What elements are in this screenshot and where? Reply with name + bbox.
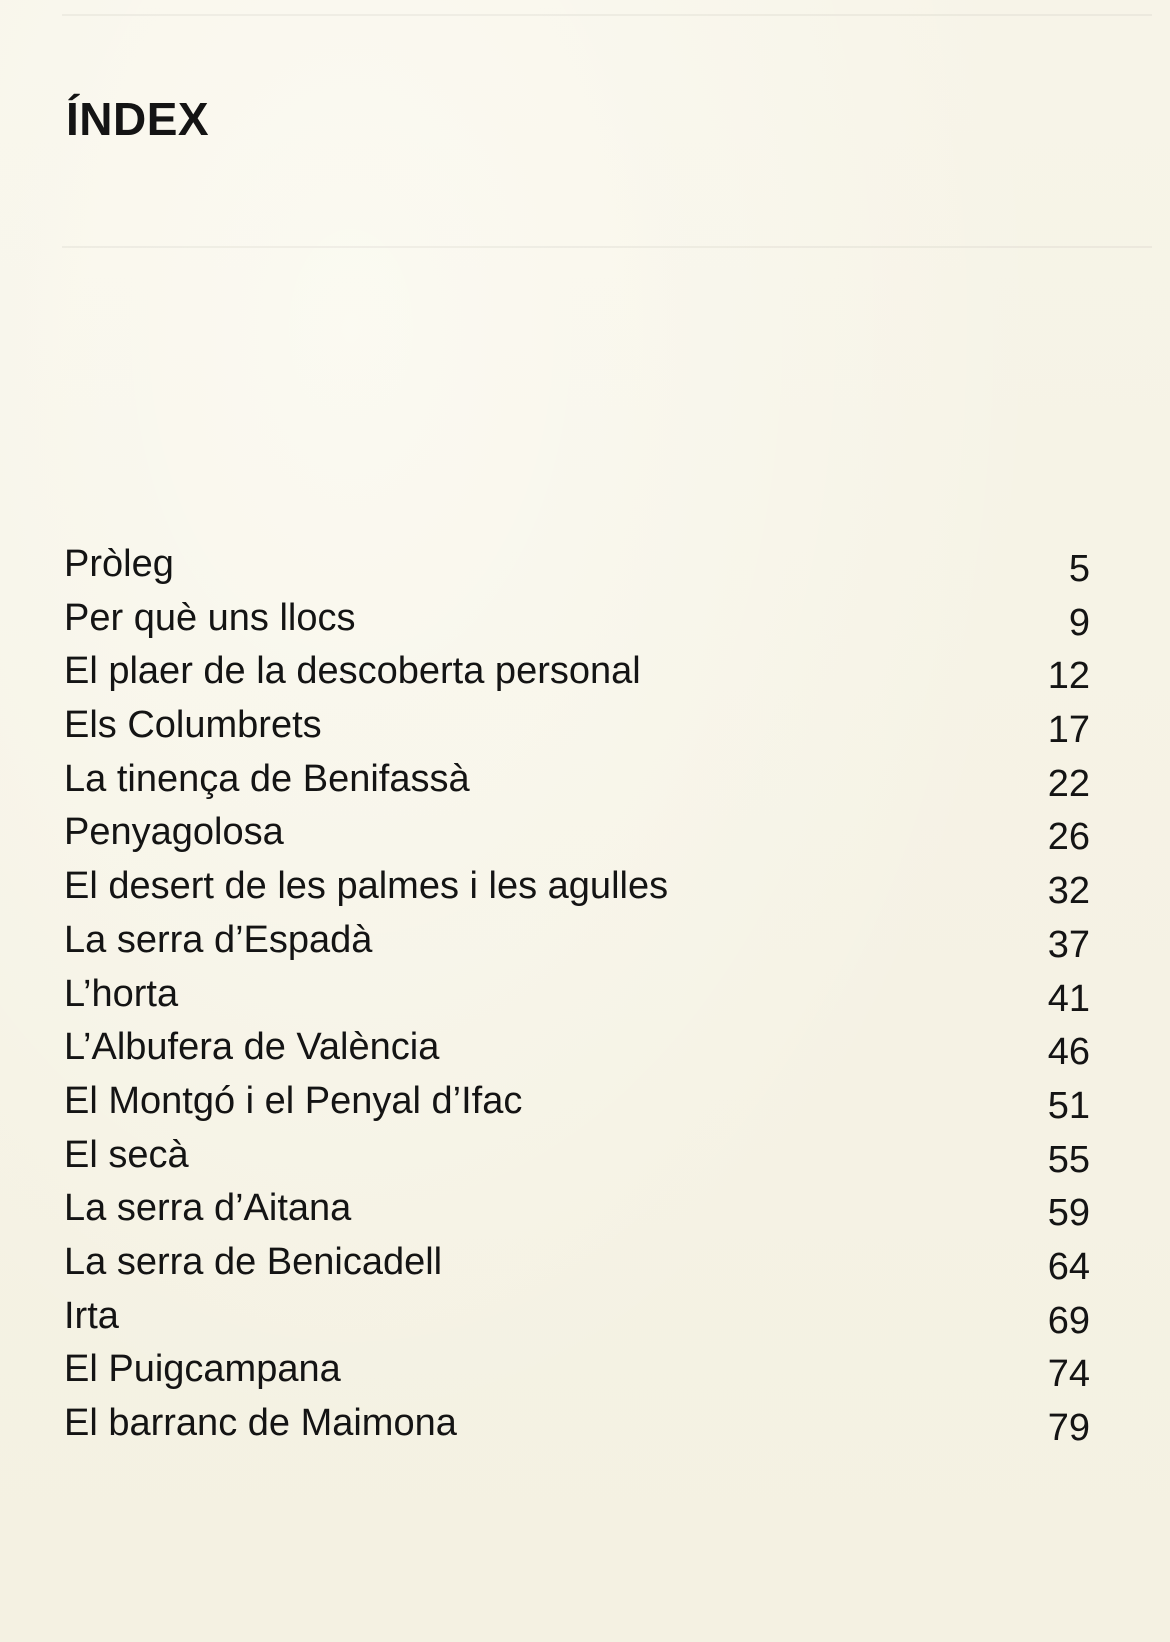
- toc-entry-title: La serra de Benicadell: [64, 1240, 443, 1283]
- toc-entry: [64, 1028, 1090, 1082]
- toc-entry-title: El barranc de Maimona: [64, 1402, 457, 1444]
- index-heading: ÍNDEX: [66, 93, 210, 145]
- toc-entry-title: El secà: [64, 1133, 189, 1176]
- toc-entry-title: El Puigcampana: [64, 1348, 341, 1391]
- toc-entry: [64, 867, 1090, 921]
- toc-entry-page: 5: [1068, 548, 1090, 590]
- toc-entry-page: 32: [1047, 870, 1090, 913]
- toc-entry-page: 59: [1047, 1192, 1090, 1235]
- toc-entry: [64, 1294, 1090, 1351]
- toc-entry-page: 64: [1047, 1245, 1090, 1288]
- table-of-contents: [64, 545, 1090, 1458]
- toc-entry-page: 17: [1047, 709, 1090, 752]
- toc-entry-page: 22: [1047, 762, 1090, 805]
- toc-entry-title: Penyagolosa: [64, 811, 284, 854]
- toc-entry-page: 46: [1047, 1031, 1090, 1074]
- toc-entry: [64, 1189, 1090, 1243]
- toc-entry: [64, 1240, 1090, 1297]
- toc-entry-page: 41: [1047, 977, 1090, 1020]
- toc-entry-page: 74: [1047, 1353, 1090, 1396]
- toc-entry-title: La tinença de Benifassà: [64, 757, 470, 800]
- toc-entry-title: Per què uns llocs: [64, 596, 356, 639]
- toc-entry-page: 37: [1047, 923, 1090, 966]
- toc-entry-title: Irta: [64, 1294, 119, 1337]
- toc-entry-title: La serra d’Aitana: [64, 1187, 352, 1230]
- toc-entry-page: 69: [1047, 1299, 1090, 1342]
- toc-entry-page: 55: [1047, 1138, 1090, 1181]
- toc-entry: [64, 918, 1090, 975]
- toc-entry-page: 12: [1047, 655, 1090, 698]
- toc-entry: [64, 813, 1090, 867]
- toc-entry-page: 79: [1047, 1407, 1090, 1449]
- toc-entry: [64, 596, 1090, 653]
- toc-entry: [64, 652, 1090, 706]
- toc-entry: [64, 1133, 1090, 1190]
- toc-entry: [64, 1079, 1090, 1136]
- toc-entry-title: L’horta: [64, 972, 179, 1015]
- toc-entry-title: El desert de les palmes i les agulles: [64, 865, 669, 908]
- toc-entry: [64, 545, 1090, 599]
- toc-entry-page: 26: [1047, 816, 1090, 859]
- toc-entry: [64, 757, 1090, 814]
- toc-entry-title: L’Albufera de València: [64, 1026, 440, 1069]
- toc-entry-page: 9: [1068, 601, 1090, 644]
- show-through-rule: [62, 246, 1152, 248]
- toc-entry-title: Els Columbrets: [64, 704, 322, 747]
- toc-entry: [64, 1350, 1090, 1404]
- toc-entry-title: El plaer de la descoberta personal: [64, 650, 641, 693]
- toc-entry-page: 51: [1047, 1084, 1090, 1127]
- toc-entry: [64, 972, 1090, 1029]
- toc-entry: [64, 1404, 1090, 1458]
- show-through-rule: [62, 14, 1152, 16]
- toc-entry: [64, 706, 1090, 760]
- toc-entry-title: Pròleg: [64, 543, 174, 585]
- toc-entry-title: El Montgó i el Penyal d’Ifac: [64, 1079, 523, 1122]
- toc-entry-title: La serra d’Espadà: [64, 918, 373, 961]
